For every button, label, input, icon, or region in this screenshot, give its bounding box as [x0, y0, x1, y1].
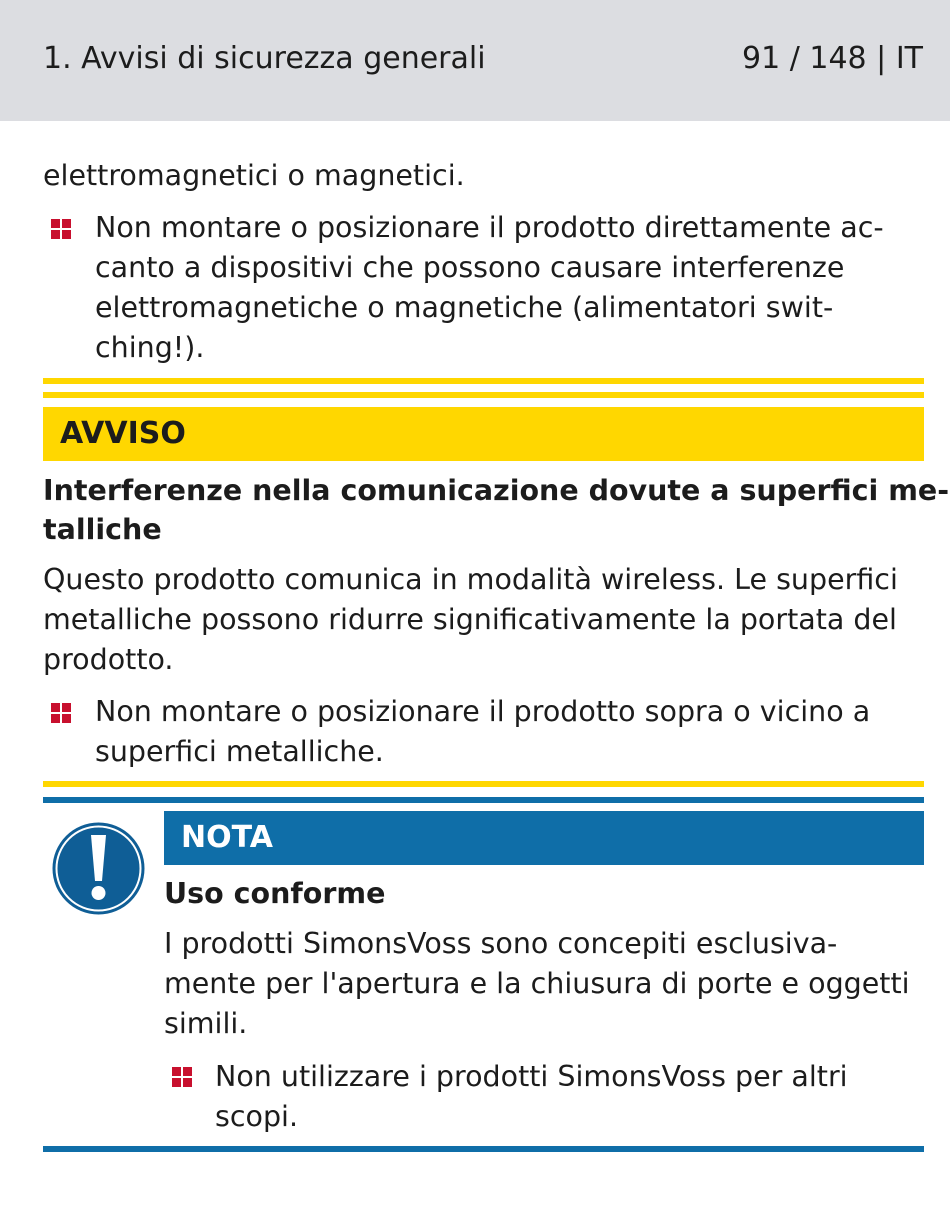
- bullet-line: canto a dispositivi che possono causare interferenze: [95, 251, 845, 284]
- avviso-body: metalliche possono ridurre significativamente la portata del: [43, 603, 897, 636]
- nota-label: NOTA: [181, 820, 273, 855]
- avviso-body: Questo prodotto comunica in modalità wireless. Le superfici: [43, 563, 898, 596]
- bullet-icon: [51, 703, 71, 723]
- avviso-top-rule: [43, 378, 924, 384]
- bullet-line: ching!).: [95, 331, 205, 364]
- avviso-bottom-rule: [43, 781, 924, 787]
- avviso-top-rule-2: [43, 392, 924, 398]
- nota-top-rule: [43, 797, 924, 803]
- avviso-title: Interferenze nella comunicazione dovute a superfici me-: [43, 474, 950, 507]
- nota-body: I prodotti SimonsVoss sono concepiti esclusiva-: [164, 927, 838, 960]
- intro-text: elettromagnetici o magnetici.: [43, 159, 465, 192]
- nota-bullet: Non utilizzare i prodotti SimonsVoss per altri: [215, 1060, 848, 1093]
- nota-bottom-rule: [43, 1146, 924, 1152]
- nota-title: Uso conforme: [164, 877, 386, 910]
- page-number: 91 / 148 | IT: [742, 41, 923, 76]
- bullet-icon: [172, 1067, 192, 1087]
- avviso-label: AVVISO: [60, 416, 186, 451]
- nota-body: simili.: [164, 1007, 248, 1040]
- exclamation-circle-icon: [51, 821, 146, 916]
- nota-bullet: scopi.: [215, 1100, 299, 1133]
- nota-band: [164, 811, 924, 865]
- bullet-line: elettromagnetiche o magnetiche (alimentatori swit-: [95, 291, 834, 324]
- page-header: [0, 0, 950, 121]
- avviso-bullet: superfici metalliche.: [95, 735, 384, 768]
- bullet-line: Non montare o posizionare il prodotto direttamente ac-: [95, 211, 884, 244]
- avviso-bullet: Non montare o posizionare il prodotto sopra o vicino a: [95, 695, 871, 728]
- nota-body: mente per l'apertura e la chiusura di porte e oggetti: [164, 967, 910, 1000]
- bullet-icon: [51, 219, 71, 239]
- avviso-body: prodotto.: [43, 643, 174, 676]
- avviso-title: talliche: [43, 513, 162, 546]
- section-title: 1. Avvisi di sicurezza generali: [43, 41, 486, 76]
